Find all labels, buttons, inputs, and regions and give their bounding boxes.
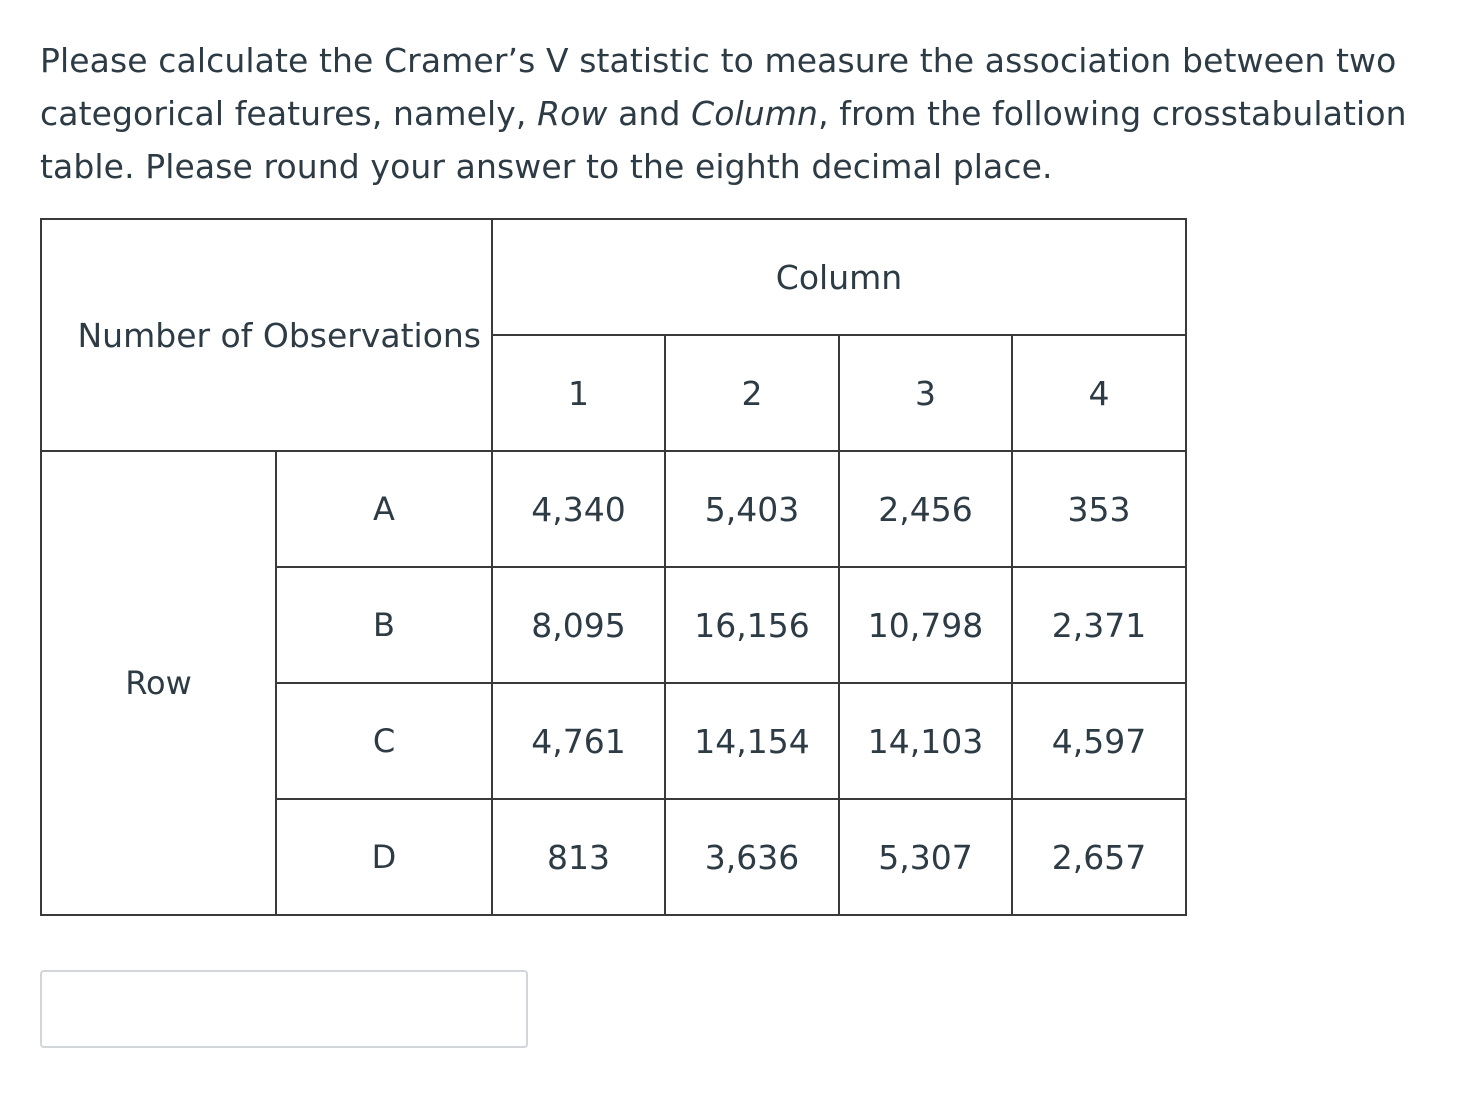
answer-input[interactable] xyxy=(40,970,528,1048)
table-cell: 14,103 xyxy=(839,683,1012,799)
table-cell: 16,156 xyxy=(665,567,839,683)
table-cell: 14,154 xyxy=(665,683,839,799)
row-label: B xyxy=(276,567,492,683)
table-cell: 4,340 xyxy=(492,451,665,567)
table-cell: 813 xyxy=(492,799,665,915)
table-cell: 4,597 xyxy=(1012,683,1186,799)
column-header: 3 xyxy=(839,335,1012,451)
corner-label: Number of Observations xyxy=(41,219,492,451)
row-axis-label: Row xyxy=(41,451,276,915)
table-header-row xyxy=(41,219,1186,335)
row-label: C xyxy=(276,683,492,799)
crosstab-table xyxy=(40,218,1187,916)
question-part-1: Please calculate the Cramer’s V statistic to measure the association between two categorical features, namely, xyxy=(40,41,1397,133)
feature-row-name: Row xyxy=(537,94,608,133)
row-label: A xyxy=(276,451,492,567)
column-header: 4 xyxy=(1012,335,1186,451)
question-part-2: and xyxy=(607,94,692,133)
table-cell: 2,657 xyxy=(1012,799,1186,915)
feature-column-name: Column xyxy=(691,94,819,133)
table-cell: 353 xyxy=(1012,451,1186,567)
row-label: D xyxy=(276,799,492,915)
table-cell: 5,307 xyxy=(839,799,1012,915)
table-cell: 4,761 xyxy=(492,683,665,799)
column-header: 2 xyxy=(665,335,839,451)
question-part-3: , from the following crosstabulation table. Please round your answer to the eighth decimal place. xyxy=(40,94,1407,186)
table-cell: 5,403 xyxy=(665,451,839,567)
question-text xyxy=(40,34,1430,193)
table-row xyxy=(41,451,1186,567)
table-cell: 10,798 xyxy=(839,567,1012,683)
table-cell: 2,456 xyxy=(839,451,1012,567)
table-cell: 2,371 xyxy=(1012,567,1186,683)
column-header: 1 xyxy=(492,335,665,451)
table-cell: 8,095 xyxy=(492,567,665,683)
column-axis-label: Column xyxy=(492,219,1186,335)
table-cell: 3,636 xyxy=(665,799,839,915)
